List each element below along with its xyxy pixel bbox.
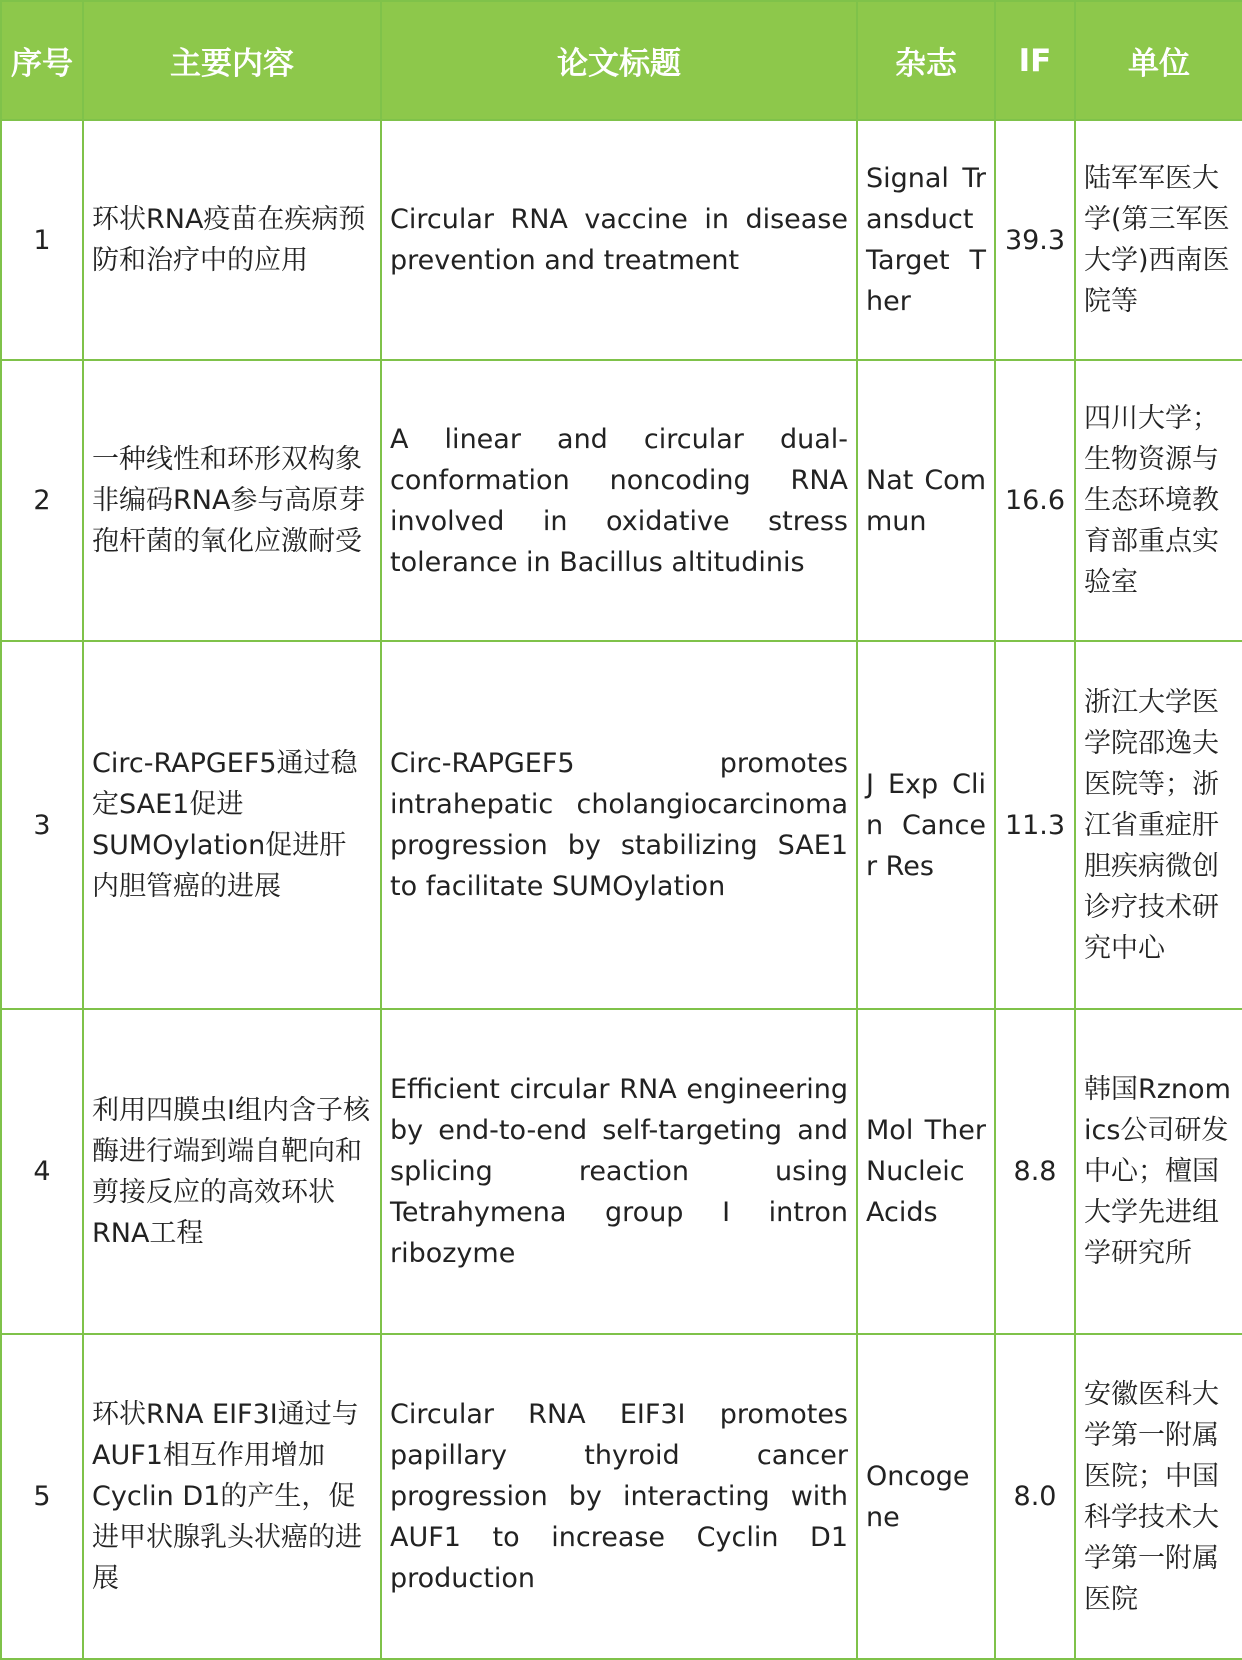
row-unit: 陆军军医大学(第三军医大学)西南医院等 bbox=[1075, 120, 1242, 360]
table-row bbox=[1, 641, 1242, 1009]
row-journal: Nat Commun bbox=[857, 360, 995, 641]
row-number: 2 bbox=[1, 360, 83, 641]
row-impact-factor: 11.3 bbox=[995, 641, 1075, 1009]
row-content: 一种线性和环形双构象非编码RNA参与高原芽孢杆菌的氧化应激耐受 bbox=[83, 360, 381, 641]
header-row bbox=[1, 1, 1242, 120]
header-journal: 杂志 bbox=[857, 1, 995, 120]
row-title: Circular RNA EIF3I promotes papillary thyroid cancer progression by interacting with AUF1 to increase Cyclin D1 production bbox=[381, 1334, 857, 1659]
header-unit: 单位 bbox=[1075, 1, 1242, 120]
table-row bbox=[1, 360, 1242, 641]
row-impact-factor: 39.3 bbox=[995, 120, 1075, 360]
table-row bbox=[1, 1334, 1242, 1659]
row-content: 环状RNA EIF3I通过与AUF1相互作用增加Cyclin D1的产生，促进甲状腺乳头状癌的进展 bbox=[83, 1334, 381, 1659]
row-unit: 韩国Rznomics公司研发中心；檀国大学先进组学研究所 bbox=[1075, 1009, 1242, 1334]
row-journal: Mol Ther Nucleic Acids bbox=[857, 1009, 995, 1334]
row-number: 3 bbox=[1, 641, 83, 1009]
row-journal: J Exp Clin Cancer Res bbox=[857, 641, 995, 1009]
row-number: 4 bbox=[1, 1009, 83, 1334]
row-impact-factor: 8.0 bbox=[995, 1334, 1075, 1659]
row-content: 利用四膜虫I组内含子核酶进行端到端自靶向和剪接反应的高效环状RNA工程 bbox=[83, 1009, 381, 1334]
row-title: Circ-RAPGEF5 promotes intrahepatic cholangiocarcinoma progression by stabilizing SAE1 to facilitate SUMOylation bbox=[381, 641, 857, 1009]
row-journal: Signal Transduct Target Ther bbox=[857, 120, 995, 360]
row-content: 环状RNA疫苗在疾病预防和治疗中的应用 bbox=[83, 120, 381, 360]
row-number: 1 bbox=[1, 120, 83, 360]
row-title: A linear and circular dual-conformation noncoding RNA involved in oxidative stress tolerance in Bacillus altitudinis bbox=[381, 360, 857, 641]
header-content: 主要内容 bbox=[83, 1, 381, 120]
row-impact-factor: 16.6 bbox=[995, 360, 1075, 641]
row-content: Circ-RAPGEF5通过稳定SAE1促进SUMOylation促进肝内胆管癌的进展 bbox=[83, 641, 381, 1009]
row-number: 5 bbox=[1, 1334, 83, 1659]
header-if: IF bbox=[995, 1, 1075, 120]
row-title: Efficient circular RNA engineering by end-to-end self-targeting and splicing reaction using Tetrahymena group I intron ribozyme bbox=[381, 1009, 857, 1334]
table-row bbox=[1, 120, 1242, 360]
row-journal: Oncogene bbox=[857, 1334, 995, 1659]
header-no: 序号 bbox=[1, 1, 83, 120]
row-impact-factor: 8.8 bbox=[995, 1009, 1075, 1334]
table-row bbox=[1, 1009, 1242, 1334]
row-unit: 四川大学；生物资源与生态环境教育部重点实验室 bbox=[1075, 360, 1242, 641]
row-title: Circular RNA vaccine in disease prevention and treatment bbox=[381, 120, 857, 360]
header-title: 论文标题 bbox=[381, 1, 857, 120]
row-unit: 浙江大学医学院邵逸夫医院等；浙江省重症肝胆疾病微创诊疗技术研究中心 bbox=[1075, 641, 1242, 1009]
row-unit: 安徽医科大学第一附属医院；中国科学技术大学第一附属医院 bbox=[1075, 1334, 1242, 1659]
